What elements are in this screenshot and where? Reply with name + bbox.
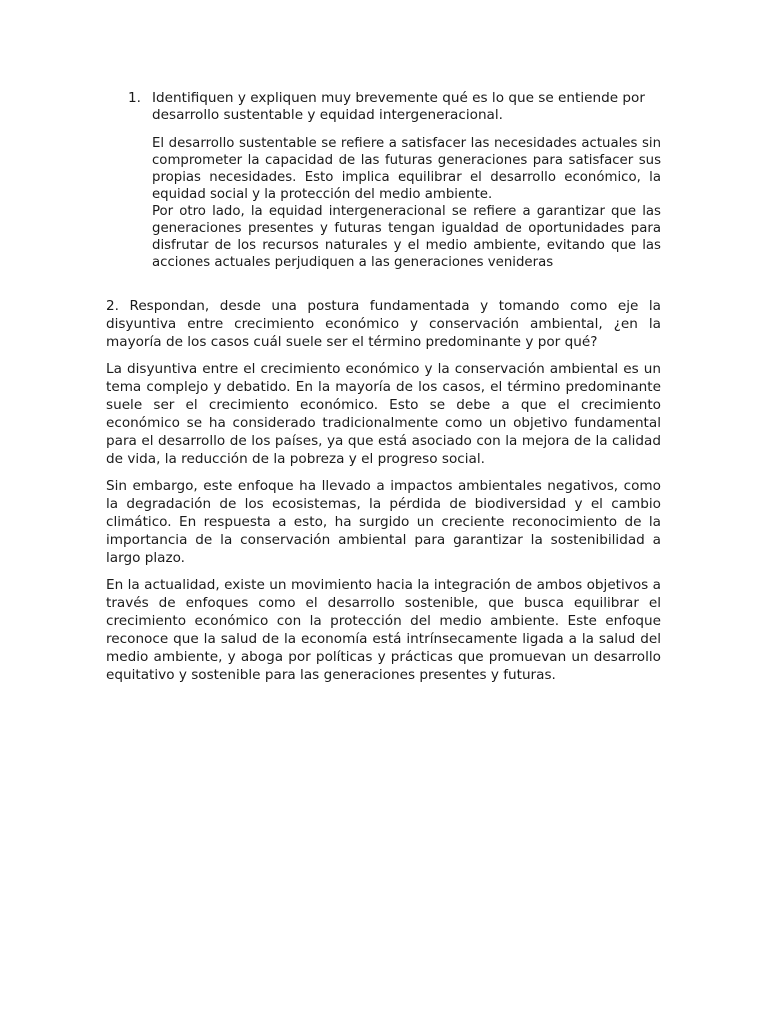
answer-1 <box>152 135 661 271</box>
question-2-section <box>106 297 661 693</box>
answer-2-paragraph: Sin embargo, este enfoque ha llevado a impactos ambientales negativos, como la degradación de los ecosistemas, la pérdida de biodiversidad y el cambio climático. En respuesta a esto, ha surgido un creciente reconocimiento de la importancia de la conservación ambiental para garantizar la sostenibilidad a largo plazo. <box>106 478 661 566</box>
answer-2-paragraph: La disyuntiva entre el crecimiento económico y la conservación ambiental es un tema complejo y debatido. En la mayoría de los casos, el término predominante suele ser el crecimiento económico. Esto se debe a que el crecimiento económico se ha considerado tradicionalmente como un objetivo fundamental para el desarrollo de los países, ya que está asociado con la mejora de la calidad de vida, la reducción de la pobreza y el progreso social. <box>106 361 661 467</box>
question-1-section <box>128 90 661 271</box>
question-1-number: 1. <box>128 90 141 106</box>
answer-2-paragraph: En la actualidad, existe un movimiento hacia la integración de ambos objetivos a través de enfoques como el desarrollo sostenible, que busca equilibrar el crecimiento económico con la protección del medio ambiente. Este enfoque reconoce que la salud de la economía está intrínsecamente ligada a la salud del medio ambiente, y aboga por políticas y prácticas que promuevan un desarrollo equitativo y sostenible para las generaciones presentes y futuras. <box>106 577 661 683</box>
question-1-text: Identifiquen y expliquen muy brevemente qué es lo que se entiende por desarrollo sustentable y equidad intergeneracional. <box>152 90 645 123</box>
question-1 <box>128 90 661 124</box>
answer-1-paragraph: El desarrollo sustentable se refiere a satisfacer las necesidades actuales sin comprometer la capacidad de las futuras generaciones para satisfacer sus propias necesidades. Esto implica equilibrar el desarrollo económico, la equidad social y la protección del medio ambiente. <box>152 136 661 202</box>
question-2-text: 2. Respondan, desde una postura fundamentada y tomando como eje la disyuntiva entre crecimiento económico y conservación ambiental, ¿en la mayoría de los casos cuál suele ser el término predominante y por qué? <box>106 298 661 350</box>
answer-1-paragraph: Por otro lado, la equidad intergeneracional se refiere a garantizar que las generaciones presentes y futuras tengan igualdad de oportunidades para disfrutar de los recursos naturales y el medio ambiente, evitando que las acciones actuales perjudiquen a las generaciones venideras <box>152 204 661 270</box>
